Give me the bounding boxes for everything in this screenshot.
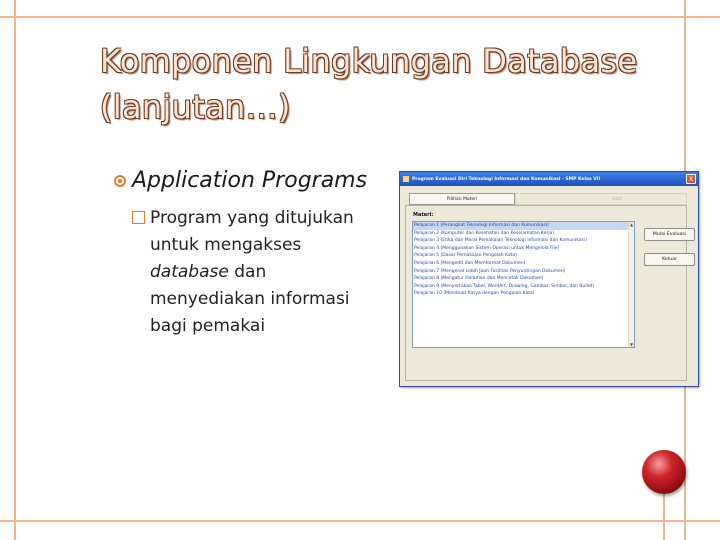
tab-soal[interactable]: Soal bbox=[515, 193, 687, 205]
window-titlebar bbox=[400, 172, 698, 186]
frame-line-bottom bbox=[0, 520, 720, 522]
ornament-stem bbox=[663, 494, 665, 540]
materi-list-item[interactable]: Pelajaran 10 (Membuat Karya dengan Pengolah Kata) bbox=[414, 291, 535, 297]
materi-list bbox=[413, 222, 634, 298]
keluar-button[interactable]: Keluar bbox=[644, 253, 695, 266]
materi-listbox[interactable] bbox=[412, 221, 635, 348]
bullet-circle-icon bbox=[114, 175, 126, 187]
frame-line-top bbox=[0, 16, 720, 18]
materi-list-item[interactable]: Pelajaran 1 (Perangkat Teknologi Informasi dan Komunikasi) bbox=[413, 222, 628, 230]
materi-label: Materi: bbox=[413, 212, 434, 218]
materi-list-item[interactable]: Pelajaran 3 (Etika dan Moral Pemakaian Teknologi Informasi dan Komunikasi) bbox=[414, 238, 588, 244]
app-icon bbox=[403, 176, 409, 182]
scroll-down-icon[interactable]: ▼ bbox=[629, 342, 634, 347]
sub-bullet-line-3 bbox=[132, 259, 388, 286]
title-line-2: (lanjutan…) bbox=[100, 88, 291, 126]
materi-list-item[interactable]: Pelajaran 4 (Menggunakan Sistem Operasi untuk Mengelola File) bbox=[414, 245, 560, 251]
bullet-text: Application Programs bbox=[132, 168, 368, 193]
sub-bullet-line-5: bagi pemakai bbox=[150, 316, 266, 336]
title-line-1: Komponen Lingkungan Database bbox=[100, 42, 638, 80]
materi-list-item[interactable]: Pelajaran 6 (Mengedit dan Memformat Dokumen) bbox=[414, 260, 526, 266]
materi-list-item[interactable]: Pelajaran 7 (Mengenal Lebih Jauh Fasilitas Penyuntingan Dokumen) bbox=[414, 268, 566, 274]
materi-list-item[interactable]: Pelajaran 5 (Dasar Pemakaian Pengolah Kata) bbox=[414, 253, 517, 259]
tab-pilihan-materi[interactable]: Pilihan Materi bbox=[409, 193, 515, 205]
sub-bullet-text-3: dan bbox=[228, 262, 267, 282]
sub-bullet-line-1 bbox=[132, 205, 388, 232]
sub-bullet-line-2: untuk mengakses bbox=[150, 235, 302, 255]
window-title: Program Evaluasi Diri Teknologi Informasi dan Komunikasi - SMP Kelas VII bbox=[412, 176, 601, 182]
scroll-up-icon[interactable]: ▲ bbox=[629, 222, 634, 227]
materi-list-item[interactable]: Pelajaran 9 (Menyertakan Tabel, WordArt, Drawing, Gambar, Simbol, dan Bullet) bbox=[414, 283, 595, 289]
mulai-evaluasi-button[interactable]: Mulai Evaluasi bbox=[644, 228, 695, 241]
sub-bullet-line-4: menyediakan informasi bbox=[150, 289, 350, 309]
close-icon[interactable]: x bbox=[686, 174, 696, 184]
red-ornament-circle bbox=[642, 450, 686, 494]
square-bullet-icon bbox=[132, 211, 145, 224]
materi-list-item[interactable]: Pelajaran 8 (Mengatur Halaman dan Mencetak Dokumen) bbox=[414, 276, 544, 282]
sub-bullet-text-1: Program yang ditujukan bbox=[150, 208, 354, 228]
materi-list-item[interactable]: Pelajaran 2 (Komputer dan Kesehatan dan Keselamatan Kerja) bbox=[414, 230, 555, 236]
bullet-application-programs bbox=[114, 168, 367, 193]
sub-bullet bbox=[132, 205, 388, 340]
slide-title bbox=[100, 38, 660, 130]
listbox-scrollbar[interactable] bbox=[628, 222, 634, 347]
database-italic: database bbox=[150, 262, 229, 282]
frame-line-left bbox=[14, 0, 16, 540]
